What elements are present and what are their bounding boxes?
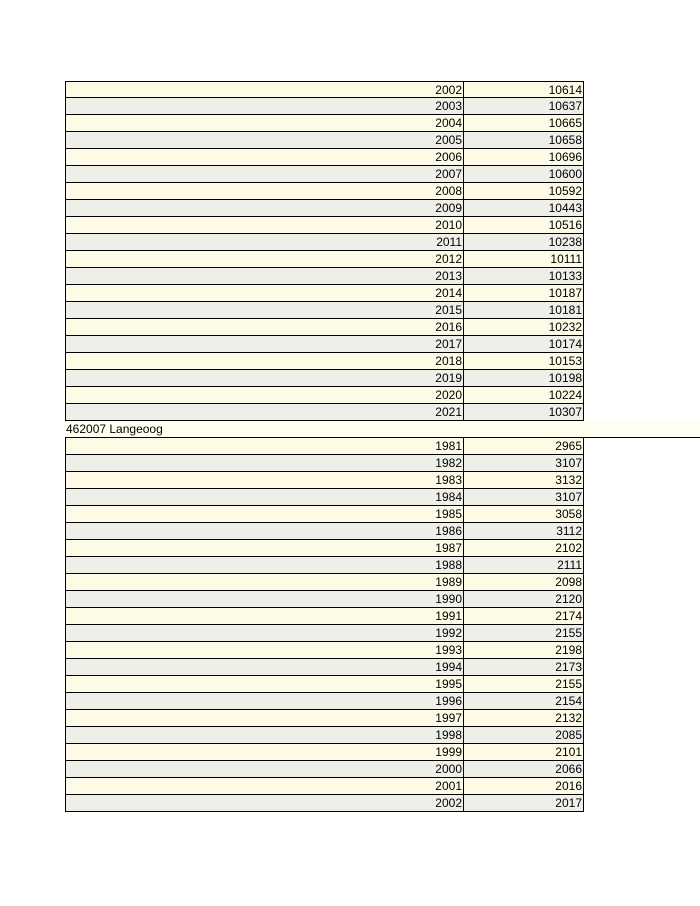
value-cell: 10696	[463, 149, 584, 166]
value-cell: 3107	[463, 489, 584, 506]
year-cell: 2000	[65, 761, 463, 778]
table-row	[65, 149, 584, 166]
year-cell: 2002	[65, 795, 463, 812]
value-cell: 2120	[463, 591, 584, 608]
year-cell: 1999	[65, 744, 463, 761]
value-cell: 3132	[463, 472, 584, 489]
year-cell: 2003	[65, 98, 463, 115]
value-cell: 3058	[463, 506, 584, 523]
year-cell: 1995	[65, 676, 463, 693]
table-row	[65, 81, 584, 98]
value-cell: 10187	[463, 285, 584, 302]
table-row	[65, 336, 584, 353]
table-row	[65, 302, 584, 319]
table-row	[65, 353, 584, 370]
table-row	[65, 795, 584, 812]
year-cell: 1993	[65, 642, 463, 659]
table-row	[65, 761, 584, 778]
value-cell: 10592	[463, 183, 584, 200]
group-header: 462007 Langeoog	[65, 421, 700, 438]
table-row	[65, 591, 584, 608]
table-row	[65, 166, 584, 183]
year-cell: 2018	[65, 353, 463, 370]
year-cell: 2011	[65, 234, 463, 251]
year-cell: 1994	[65, 659, 463, 676]
table-row	[65, 285, 584, 302]
table-row	[65, 642, 584, 659]
table-row	[65, 489, 584, 506]
value-cell: 2111	[463, 557, 584, 574]
year-cell: 2002	[65, 81, 463, 98]
table-row	[65, 251, 584, 268]
year-cell: 1996	[65, 693, 463, 710]
value-cell: 10614	[463, 81, 584, 98]
year-cell: 2020	[65, 387, 463, 404]
value-cell: 2098	[463, 574, 584, 591]
value-cell: 2102	[463, 540, 584, 557]
table-row	[65, 744, 584, 761]
table-row	[65, 98, 584, 115]
table-row	[65, 778, 584, 795]
table-row	[65, 710, 584, 727]
value-cell: 2174	[463, 608, 584, 625]
year-cell: 1992	[65, 625, 463, 642]
value-cell: 2017	[463, 795, 584, 812]
value-cell: 3112	[463, 523, 584, 540]
value-cell: 10232	[463, 319, 584, 336]
year-cell: 1986	[65, 523, 463, 540]
year-cell: 2004	[65, 115, 463, 132]
year-cell: 2017	[65, 336, 463, 353]
table-row	[65, 234, 584, 251]
table-row	[65, 455, 584, 472]
value-cell: 10600	[463, 166, 584, 183]
value-cell: 10637	[463, 98, 584, 115]
value-cell: 10443	[463, 200, 584, 217]
year-cell: 2013	[65, 268, 463, 285]
value-cell: 10307	[463, 404, 584, 421]
table-row	[65, 727, 584, 744]
table-row	[65, 370, 584, 387]
value-cell: 2066	[463, 761, 584, 778]
year-cell: 2006	[65, 149, 463, 166]
value-cell: 2155	[463, 676, 584, 693]
data-table	[65, 81, 700, 812]
year-cell: 2005	[65, 132, 463, 149]
value-cell: 3107	[463, 455, 584, 472]
table-row	[65, 268, 584, 285]
table-row	[65, 523, 584, 540]
value-cell: 2085	[463, 727, 584, 744]
table-row	[65, 693, 584, 710]
value-cell: 2198	[463, 642, 584, 659]
table-row	[65, 540, 584, 557]
value-cell: 10665	[463, 115, 584, 132]
value-cell: 10516	[463, 217, 584, 234]
value-cell: 2101	[463, 744, 584, 761]
table-row	[65, 115, 584, 132]
year-cell: 2014	[65, 285, 463, 302]
year-cell: 1998	[65, 727, 463, 744]
table-row	[65, 506, 584, 523]
table-row	[65, 319, 584, 336]
year-cell: 1997	[65, 710, 463, 727]
year-cell: 2007	[65, 166, 463, 183]
year-cell: 1991	[65, 608, 463, 625]
value-cell: 10198	[463, 370, 584, 387]
value-cell: 10133	[463, 268, 584, 285]
value-cell: 10174	[463, 336, 584, 353]
table-row	[65, 608, 584, 625]
value-cell: 10111	[463, 251, 584, 268]
year-cell: 2012	[65, 251, 463, 268]
value-cell: 10153	[463, 353, 584, 370]
table-row	[65, 574, 584, 591]
year-cell: 1990	[65, 591, 463, 608]
table-row	[65, 676, 584, 693]
value-cell: 2965	[463, 438, 584, 455]
value-cell: 10658	[463, 132, 584, 149]
table-row	[65, 217, 584, 234]
value-cell: 10224	[463, 387, 584, 404]
year-cell: 2019	[65, 370, 463, 387]
table-row	[65, 659, 584, 676]
value-cell: 2016	[463, 778, 584, 795]
year-cell: 2008	[65, 183, 463, 200]
year-cell: 1987	[65, 540, 463, 557]
table-row	[65, 472, 584, 489]
year-cell: 1981	[65, 438, 463, 455]
year-cell: 1988	[65, 557, 463, 574]
year-cell: 2015	[65, 302, 463, 319]
table-row	[65, 183, 584, 200]
value-cell: 10181	[463, 302, 584, 319]
year-cell: 2010	[65, 217, 463, 234]
value-cell: 2173	[463, 659, 584, 676]
year-cell: 2021	[65, 404, 463, 421]
table-row	[65, 625, 584, 642]
year-cell: 2009	[65, 200, 463, 217]
year-cell: 1989	[65, 574, 463, 591]
table-row	[65, 132, 584, 149]
table-row	[65, 387, 584, 404]
table-row	[65, 438, 584, 455]
year-cell: 1984	[65, 489, 463, 506]
year-cell: 2016	[65, 319, 463, 336]
table-row	[65, 557, 584, 574]
value-cell: 2154	[463, 693, 584, 710]
year-cell: 1983	[65, 472, 463, 489]
year-cell: 2001	[65, 778, 463, 795]
value-cell: 10238	[463, 234, 584, 251]
value-cell: 2132	[463, 710, 584, 727]
table-row	[65, 404, 584, 421]
year-cell: 1982	[65, 455, 463, 472]
table-row	[65, 200, 584, 217]
year-cell: 1985	[65, 506, 463, 523]
value-cell: 2155	[463, 625, 584, 642]
